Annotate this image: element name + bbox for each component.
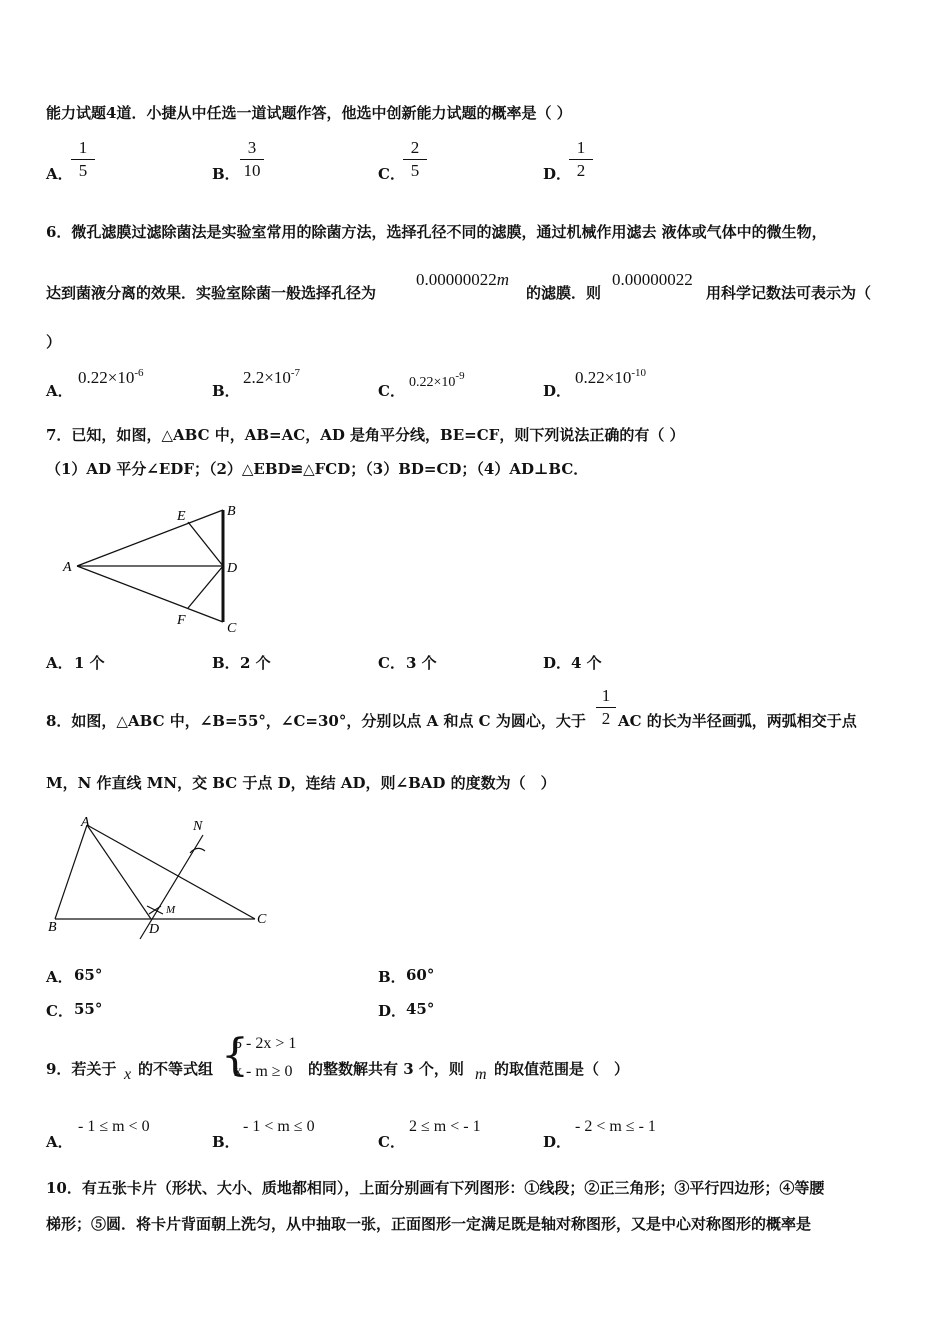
label-f: F — [177, 613, 186, 628]
q6-value: 0.00000022 — [612, 270, 693, 289]
sci-notation: $0.22\times 10^{-6}$ — [78, 367, 144, 387]
option-label: C． — [378, 382, 405, 400]
option-label: A． — [46, 968, 73, 986]
option-text: 65° — [74, 966, 103, 984]
option-label: D． — [378, 1002, 407, 1020]
option-text: 2 ≤ m < - 1 — [409, 1118, 481, 1135]
q6-line2-b: 的滤膜．则 — [526, 284, 602, 302]
option-text: 60° — [406, 966, 435, 984]
option-label: B． — [212, 165, 240, 183]
brace-icon: { — [221, 1030, 249, 1081]
q10-line2: 梯形；⑤圆．将卡片背面朝上洗匀，从中抽取一张，正面图形一定满足既是轴对称图形，又是中心对称图形的概率是 — [46, 1215, 812, 1233]
q5-text: 能力试题4道．小捷从中任选一道试题作答，他选中创新能力试题的概率是（ ） — [46, 104, 572, 122]
option-text: 55° — [74, 1000, 103, 1018]
sci-notation: $2.2\times 10^{-7}$ — [243, 367, 301, 387]
option-label: D． — [543, 654, 572, 672]
label-a: A — [63, 560, 72, 575]
q6-value-with-unit: 0.00000022m — [416, 270, 510, 289]
option-text: - 1 ≤ m < 0 — [78, 1118, 150, 1135]
option-label: C． — [378, 654, 405, 672]
option-label: A． — [46, 1133, 73, 1151]
option-text: - 1 < m ≤ 0 — [243, 1118, 315, 1135]
option-text: 3 个 — [406, 654, 437, 672]
q8-figure — [45, 815, 275, 945]
label-m: M — [166, 904, 176, 916]
label-n: N — [193, 819, 203, 834]
option-text: 4 个 — [571, 654, 602, 672]
option-text: 45° — [406, 1000, 435, 1018]
option-label: D． — [543, 382, 572, 400]
q6-line2-a: 达到菌液分离的效果．实验室除菌一般选择孔径为 — [46, 284, 377, 302]
q8-line2: M，N 作直线 MN，交 BC 于点 D，连结 AD，则∠BAD 的度数为（ ） — [46, 774, 556, 792]
fraction: 2 5 — [403, 138, 427, 181]
label-c: C — [257, 912, 267, 927]
sci-notation: $0.22\times 10^{-9}$ — [409, 370, 465, 390]
option-label: A． — [46, 382, 73, 400]
option-label: C． — [378, 1133, 405, 1151]
label-c: C — [227, 621, 237, 636]
q9-suffix1: 的整数解共有 3 个，则 — [308, 1060, 464, 1078]
option-label: C． — [46, 1002, 73, 1020]
label-b: B — [227, 504, 236, 519]
sci-notation: $0.22\times 10^{-10}$ — [575, 367, 647, 387]
option-text: 1 个 — [74, 654, 105, 672]
label-d: D — [227, 561, 238, 576]
option-label: A． — [46, 165, 73, 183]
q9-mid: 的不等式组 — [138, 1060, 214, 1078]
label-a: A — [81, 815, 90, 830]
fraction: 1 2 — [569, 138, 593, 181]
option-label: B． — [378, 968, 406, 986]
option-text: 2 个 — [240, 654, 271, 672]
q6-line1: 6．微孔滤膜过滤除菌法是实验室常用的除菌方法，选择孔径不同的滤膜，通过机械作用滤去 液体或气体中的微生物， — [46, 223, 827, 241]
option-label: B． — [212, 382, 240, 400]
q6-line2-c: 用科学记数法可表示为（ — [706, 284, 872, 302]
q6-line3: ） — [46, 333, 62, 351]
option-label: B． — [212, 654, 240, 672]
label-d: D — [149, 922, 160, 937]
q8-line1-a: 8．如图，△ABC 中，∠B=55°，∠C=30°，分别以点 A 和点 C 为圆心，大于 — [46, 712, 586, 730]
q8-line1-b: AC 的长为半径画弧，两弧相交于点 — [618, 712, 857, 730]
fraction: 1 5 — [71, 138, 95, 181]
q7-figure — [55, 498, 255, 638]
option-label: B． — [212, 1133, 240, 1151]
q8-half: 1 2 — [596, 686, 616, 729]
option-label: D． — [543, 165, 572, 183]
q7-line1: 7．已知，如图，△ABC 中，AB=AC，AD 是角平分线，BE=CF，则下列说法正确的有（ ） — [46, 426, 685, 444]
q10-line1: 10．有五张卡片（形状、大小、质地都相同），上面分别画有下列图形：①线段；②正三角形；③平行四边形；④等腰 — [46, 1179, 825, 1197]
label-e: E — [177, 509, 186, 524]
label-b: B — [48, 920, 57, 935]
q7-line2: （1）AD 平分∠EDF；（2）△EBD≌△FCD；（3）BD=CD；（4）AD⊥BC． — [46, 460, 589, 478]
option-label: A． — [46, 654, 73, 672]
q9-ineq2: x - m ≥ 0 — [234, 1063, 293, 1080]
fraction: 3 10 — [240, 138, 264, 181]
option-text: - 2 < m ≤ - 1 — [575, 1118, 656, 1135]
q9-ineq1: 5 - 2x > 1 — [234, 1035, 297, 1052]
option-label: C． — [378, 165, 405, 183]
option-label: D． — [543, 1133, 572, 1151]
q9-var-x: x — [124, 1066, 132, 1083]
q9-prefix: 9．若关于 — [46, 1060, 117, 1078]
q9-suffix2: 的取值范围是（ ） — [494, 1060, 630, 1078]
q9-var-m: m — [475, 1066, 487, 1083]
